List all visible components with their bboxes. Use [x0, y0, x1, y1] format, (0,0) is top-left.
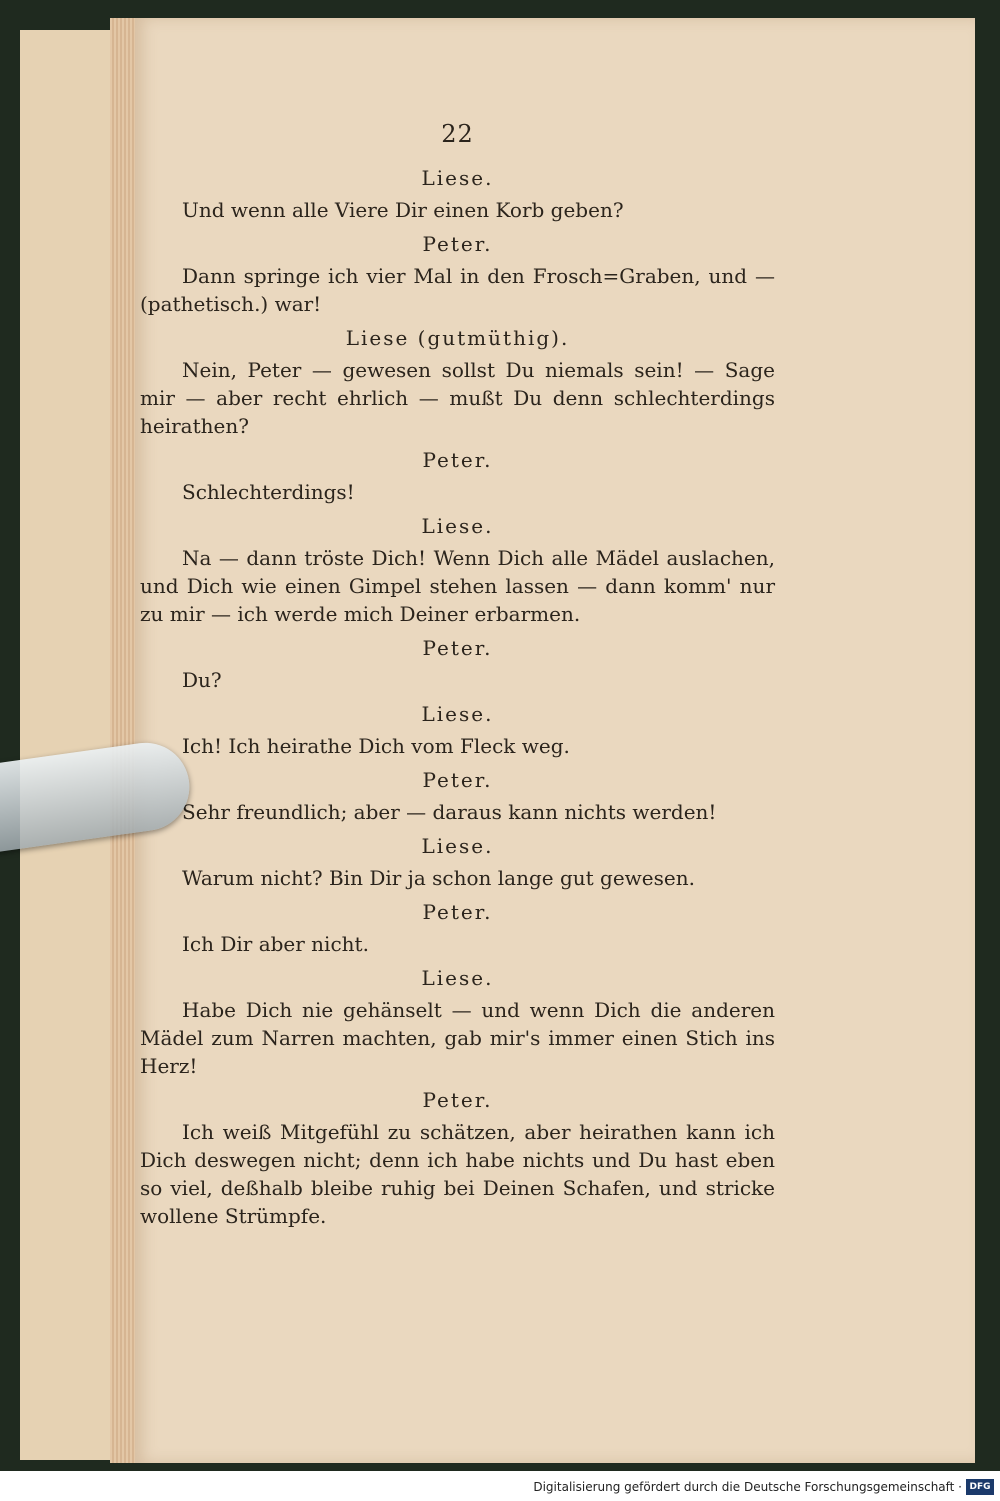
footer-bar [0, 1471, 1000, 1501]
speaker-name: Peter. [422, 636, 493, 660]
speech-text: Sehr freundlich; aber — daraus kann nichts werden! [182, 800, 717, 824]
page-number: 22 [441, 120, 474, 148]
speaker-name: Peter. [422, 232, 493, 256]
speech-text: Warum nicht? Bin Dir ja schon lange gut gewesen. [182, 866, 695, 890]
speech-text: Ich Dir aber nicht. [182, 932, 369, 956]
speaker-name: Liese. [421, 166, 494, 190]
speaker-name: Liese. [421, 514, 494, 538]
speech-text: Und wenn alle Viere Dir einen Korb geben? [182, 198, 624, 222]
speaker-name: Peter. [422, 900, 493, 924]
speaker-name: Peter. [422, 448, 493, 472]
funding-notice: Digitalisierung gefördert durch die Deutsche Forschungsgemeinschaft · [533, 1480, 962, 1494]
speaker-name: Peter. [422, 1088, 493, 1112]
speech-text: Habe Dich nie gehänselt — und wenn Dich die anderen Mädel zum Narren machten, gab mir's immer einen Stich ins Herz! [140, 998, 775, 1078]
speech-text: Du? [182, 668, 222, 692]
speaker-name: Liese (gutmüthig). [345, 326, 570, 350]
speaker-name: Liese. [421, 834, 494, 858]
speech-text: Nein, Peter — gewesen sollst Du niemals sein! — Sage mir — aber recht ehrlich — mußt Du denn schlechterdings heirathen? [140, 358, 775, 438]
speaker-name: Liese. [421, 966, 494, 990]
speaker-name: Liese. [421, 702, 494, 726]
speech-text: Ich! Ich heirathe Dich vom Fleck weg. [182, 734, 570, 758]
speaker-name: Peter. [422, 768, 493, 792]
speech-text: Na — dann tröste Dich! Wenn Dich alle Mädel auslachen, und Dich wie einen Gimpel stehen lassen — dann komm' nur zu mir — ich werde mich Deiner erbarmen. [140, 546, 775, 626]
speech-text: Dann springe ich vier Mal in den Frosch=Graben, und — (pathetisch.) war! [140, 264, 775, 316]
speech-text: Ich weiß Mitgefühl zu schätzen, aber heirathen kann ich Dich deswegen nicht; denn ich habe nichts und Du hast eben so viel, deßhalb bleibe ruhig bei Deinen Schafen, und stricke wollene Strümpfe. [140, 1120, 775, 1228]
page-text [140, 120, 775, 1236]
dfg-logo-icon: DFG [966, 1479, 994, 1495]
speech-text: Schlechterdings! [182, 480, 355, 504]
